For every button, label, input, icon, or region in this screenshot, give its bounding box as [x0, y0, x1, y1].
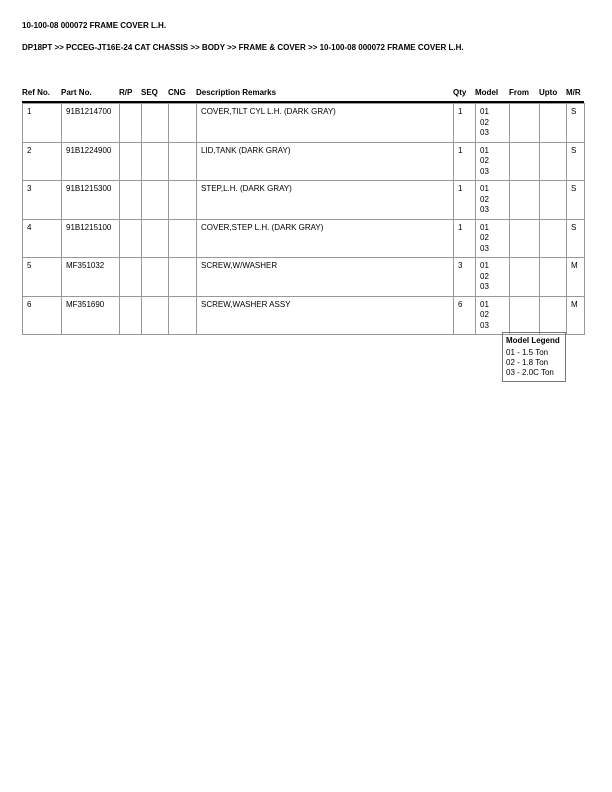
- model-legend-item: 02 - 1.8 Ton: [506, 358, 549, 367]
- cell-seq: [142, 219, 169, 258]
- cell-from: [510, 181, 540, 220]
- table-row: [23, 142, 585, 181]
- cell-description: SCREW,WASHER ASSY: [197, 296, 454, 335]
- cell-ref-no: 3: [23, 181, 62, 220]
- cell-mr: S: [567, 181, 585, 220]
- cell-model: [476, 181, 510, 220]
- header-mr: M/R: [566, 88, 581, 97]
- cell-description: COVER,TILT CYL L.H. (DARK GRAY): [197, 104, 454, 143]
- header-ref-no: Ref No.: [22, 88, 50, 97]
- header-part-no: Part No.: [61, 88, 92, 97]
- cell-part-no: MF351690: [62, 296, 120, 335]
- cell-seq: [142, 104, 169, 143]
- model-code: 02: [480, 271, 489, 281]
- parts-table: [22, 103, 585, 335]
- cell-model: [476, 296, 510, 335]
- cell-seq: [142, 296, 169, 335]
- model-code: 03: [480, 166, 489, 176]
- cell-qty: 3: [454, 258, 476, 297]
- model-legend-item: 01 - 1.5 Ton: [506, 348, 549, 357]
- header-model: Model: [475, 88, 499, 97]
- model-code: 02: [480, 310, 489, 319]
- cell-cng: [169, 219, 197, 258]
- cell-description: SCREW,W/WASHER: [197, 258, 454, 297]
- cell-mr: S: [567, 104, 585, 143]
- cell-qty: 1: [454, 104, 476, 143]
- cell-qty: 1: [454, 181, 476, 220]
- cell-rp: [120, 219, 142, 258]
- table-row: [23, 258, 585, 297]
- cell-from: [510, 142, 540, 181]
- cell-mr: M: [567, 296, 585, 335]
- cell-upto: [540, 104, 567, 143]
- cell-cng: [169, 104, 197, 143]
- cell-part-no: 91B1224900: [62, 142, 120, 181]
- cell-ref-no: 4: [23, 219, 62, 258]
- cell-upto: [540, 181, 567, 220]
- model-legend-item: 03 - 2.0C Ton: [506, 368, 554, 377]
- cell-model: [476, 142, 510, 181]
- header-cng: CNG: [168, 88, 186, 97]
- table-row: [23, 219, 585, 258]
- cell-part-no: 91B1215300: [62, 181, 120, 220]
- model-code: 02: [480, 233, 489, 242]
- cell-cng: [169, 258, 197, 297]
- cell-mr: S: [567, 142, 585, 181]
- cell-rp: [120, 181, 142, 220]
- cell-part-no: 91B1215100: [62, 219, 120, 258]
- cell-ref-no: 5: [23, 258, 62, 297]
- model-code: 01: [480, 184, 489, 193]
- header-from: From: [509, 88, 529, 97]
- cell-ref-no: 1: [23, 104, 62, 143]
- cell-cng: [169, 296, 197, 335]
- model-legend-title: Model Legend: [506, 336, 560, 345]
- header-seq: SEQ: [141, 88, 158, 97]
- parts-table-body: [23, 104, 585, 335]
- header-description: Description Remarks: [196, 88, 277, 97]
- model-code: 03: [480, 282, 489, 291]
- model-code: 01: [480, 107, 489, 116]
- cell-upto: [540, 258, 567, 297]
- header-rp: R/P: [119, 88, 133, 97]
- model-code: 02: [480, 156, 489, 165]
- cell-model: [476, 258, 510, 297]
- cell-seq: [142, 181, 169, 220]
- cell-part-no: 91B1214700: [62, 104, 120, 143]
- cell-rp: [120, 258, 142, 297]
- model-code: 01: [480, 261, 489, 270]
- cell-rp: [120, 104, 142, 143]
- cell-description: LID,TANK (DARK GRAY): [197, 142, 454, 181]
- cell-qty: 6: [454, 296, 476, 335]
- cell-from: [510, 104, 540, 143]
- cell-qty: 1: [454, 142, 476, 181]
- model-code: 02: [480, 194, 489, 204]
- model-code: 03: [480, 243, 489, 253]
- cell-mr: S: [567, 219, 585, 258]
- cell-seq: [142, 258, 169, 297]
- model-code: 03: [480, 128, 489, 137]
- table-row: [23, 296, 585, 335]
- model-code: 03: [480, 320, 489, 330]
- model-code: 01: [480, 299, 489, 309]
- model-code: 03: [480, 205, 489, 214]
- model-legend: [502, 332, 566, 382]
- cell-model: [476, 219, 510, 258]
- cell-rp: [120, 296, 142, 335]
- cell-from: [510, 258, 540, 297]
- cell-description: STEP,L.H. (DARK GRAY): [197, 181, 454, 220]
- cell-cng: [169, 181, 197, 220]
- model-code: 01: [480, 222, 489, 232]
- cell-upto: [540, 219, 567, 258]
- cell-seq: [142, 142, 169, 181]
- header-qty: Qty: [453, 88, 467, 97]
- header-upto: Upto: [539, 88, 558, 97]
- table-row: [23, 181, 585, 220]
- cell-qty: 1: [454, 219, 476, 258]
- page-title: 10-100-08 000072 FRAME COVER L.H.: [22, 21, 167, 30]
- cell-mr: M: [567, 258, 585, 297]
- cell-cng: [169, 142, 197, 181]
- cell-ref-no: 6: [23, 296, 62, 335]
- model-code: 02: [480, 117, 489, 127]
- cell-ref-no: 2: [23, 142, 62, 181]
- cell-model: [476, 104, 510, 143]
- cell-rp: [120, 142, 142, 181]
- cell-description: COVER,STEP L.H. (DARK GRAY): [197, 219, 454, 258]
- cell-part-no: MF351032: [62, 258, 120, 297]
- table-row: [23, 104, 585, 143]
- cell-upto: [540, 142, 567, 181]
- breadcrumb: DP18PT >> PCCEG-JT16E-24 CAT CHASSIS >> BODY >> FRAME & COVER >> 10-100-08 000072 FRAME COVER L.H.: [22, 43, 464, 52]
- cell-upto: [540, 296, 567, 335]
- model-code: 01: [480, 145, 489, 155]
- cell-from: [510, 296, 540, 335]
- cell-from: [510, 219, 540, 258]
